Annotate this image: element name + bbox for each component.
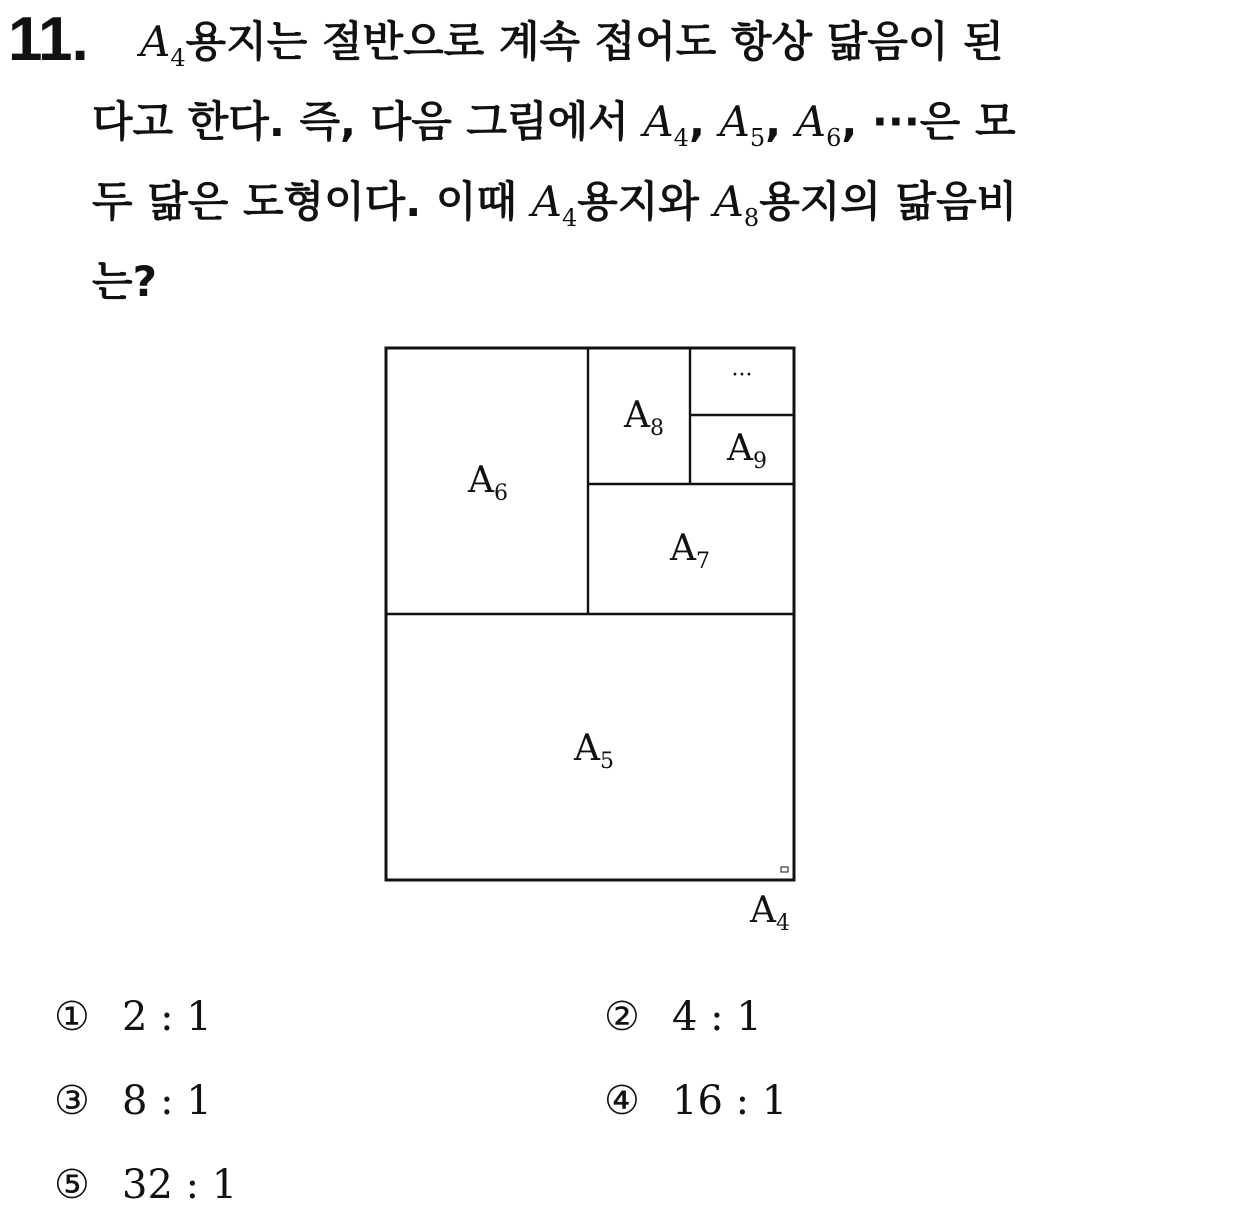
corner-mark [781, 867, 788, 872]
choice-ratio: 32 : 1 [122, 1162, 238, 1208]
answer-choice-1[interactable] [54, 992, 212, 1042]
question-text: 용지와 [577, 177, 714, 226]
choice-ratio: 2 : 1 [122, 994, 212, 1040]
label-a6: A6 [468, 460, 508, 506]
math-symbol: A [719, 97, 750, 146]
question-text: 는? [92, 257, 157, 306]
question-text: 다고 한다. 즉, 다음 그림에서 [92, 97, 644, 146]
math-subscript: 8 [743, 204, 760, 232]
choice-mark: ⑤ [54, 1162, 90, 1208]
answer-choice-5[interactable] [54, 1160, 237, 1210]
choice-ratio: 8 : 1 [122, 1078, 212, 1124]
choice-mark: ② [604, 994, 640, 1040]
answer-choice-3[interactable] [54, 1076, 212, 1126]
question-text: , [765, 97, 796, 146]
question-text: 용지는 절반으로 계속 접어도 항상 닮음이 된 [185, 17, 1004, 66]
math-symbol: A [140, 17, 171, 66]
math-subscript: 4 [170, 44, 186, 72]
question-text: 용지의 닮음비 [759, 177, 1018, 226]
question-number: 11. [8, 5, 88, 74]
math-subscript: 4 [673, 124, 689, 152]
question-text: 두 닮은 도형이다. 이때 [92, 177, 532, 226]
choice-ratio: 16 : 1 [672, 1078, 788, 1124]
label-a7: A7 [670, 528, 710, 574]
label-a5: A5 [574, 728, 614, 774]
choice-mark: ④ [604, 1078, 640, 1124]
question-text: , ···은 모 [841, 97, 1016, 146]
math-subscript: 5 [749, 124, 766, 152]
label-a9: A9 [727, 428, 767, 474]
math-subscript: 4 [561, 204, 578, 232]
label-a4: A4 [750, 890, 790, 936]
math-subscript: 6 [826, 124, 842, 152]
choice-mark: ① [54, 994, 90, 1040]
label-ellipsis: ··· [731, 363, 753, 388]
math-symbol: A [795, 97, 827, 146]
answer-choice-2[interactable] [604, 992, 762, 1042]
label-a8: A8 [624, 395, 664, 441]
math-symbol: A [643, 97, 674, 146]
answer-choice-4[interactable] [604, 1076, 787, 1126]
math-symbol: A [713, 177, 744, 226]
choice-mark: ③ [54, 1078, 90, 1124]
choice-ratio: 4 : 1 [672, 994, 762, 1040]
question-text: , [688, 97, 720, 146]
math-symbol: A [531, 177, 562, 226]
